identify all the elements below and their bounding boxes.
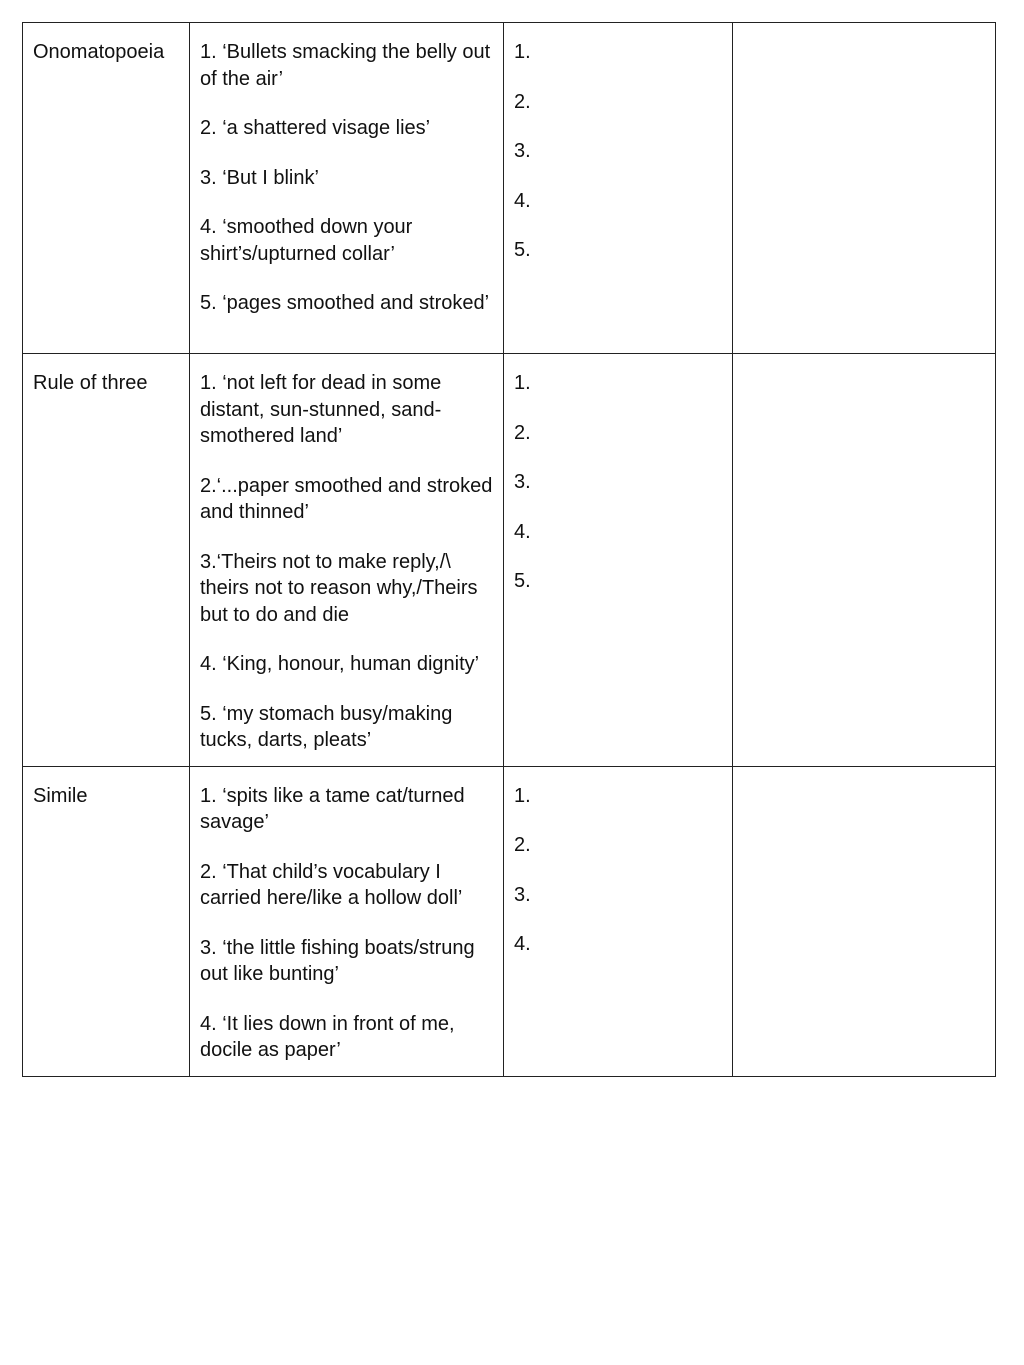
- quote-item: 1. ‘not left for dead in some distant, sun-stunned, sand-smothered land’: [200, 372, 442, 447]
- technique-cell: [23, 766, 190, 1076]
- poetry-techniques-table: [22, 22, 996, 1077]
- table-row: [23, 354, 996, 767]
- quote-item: 5. ‘my stomach busy/making tucks, darts, pleats’: [200, 702, 453, 751]
- table-row: [23, 766, 996, 1076]
- quote-item: 4. ‘It lies down in front of me, docile as paper’: [200, 1012, 455, 1061]
- answer-number: 3.: [514, 471, 531, 493]
- quote-item: 2. ‘That child’s vocabulary I carried here/like a hollow doll’: [200, 860, 463, 909]
- table-row: [23, 23, 996, 354]
- quote-item: 5. ‘pages smoothed and stroked’: [200, 292, 490, 314]
- quote-item: 3. ‘But I blink’: [200, 166, 319, 189]
- technique-cell: [23, 23, 190, 354]
- answer-number: 1.: [514, 372, 531, 394]
- quote-item: 1. ‘Bullets smacking the belly out of the air’: [200, 41, 491, 90]
- answer-number: 5.: [514, 239, 531, 261]
- answer-number: 3.: [514, 883, 531, 906]
- answer-number: 4.: [514, 520, 531, 543]
- quote-item: 2. ‘a shattered visage lies’: [200, 117, 431, 139]
- notes-cell[interactable]: [733, 354, 996, 767]
- quotes-cell: [190, 23, 504, 354]
- technique-label: Rule of three: [33, 372, 148, 394]
- answer-number: 4.: [514, 189, 531, 212]
- quote-item: 1. ‘spits like a tame cat/turned savage’: [200, 784, 465, 833]
- answer-number: 1.: [514, 784, 531, 807]
- answer-number: 4.: [514, 933, 531, 955]
- answer-number: 5.: [514, 570, 531, 592]
- quotes-cell: [190, 354, 504, 767]
- quote-item: 4. ‘King, honour, human dignity’: [200, 653, 480, 675]
- quote-item: 4. ‘smoothed down your shirt’s/upturned collar’: [200, 216, 413, 265]
- technique-cell: [23, 354, 190, 767]
- answer-number: 3.: [514, 140, 531, 162]
- quote-item: 3.‘Theirs not to make reply,/\ theirs not to reason why,/Theirs but to do and die: [200, 550, 478, 626]
- answer-number: 1.: [514, 41, 531, 63]
- numbered-answer-cell[interactable]: [504, 23, 733, 354]
- numbered-answer-cell[interactable]: [504, 766, 733, 1076]
- answer-number: 2.: [514, 834, 531, 856]
- technique-label: Onomatopoeia: [33, 41, 165, 63]
- numbered-answer-cell[interactable]: [504, 354, 733, 767]
- answer-number: 2.: [514, 90, 531, 113]
- quote-item: 3. ‘the little fishing boats/strung out like bunting’: [200, 936, 475, 985]
- notes-cell[interactable]: [733, 23, 996, 354]
- answer-number: 2.: [514, 421, 531, 444]
- quote-item: 2.‘...paper smoothed and stroked and thinned’: [200, 474, 493, 523]
- technique-label: Simile: [33, 784, 88, 807]
- quotes-cell: [190, 766, 504, 1076]
- notes-cell[interactable]: [733, 766, 996, 1076]
